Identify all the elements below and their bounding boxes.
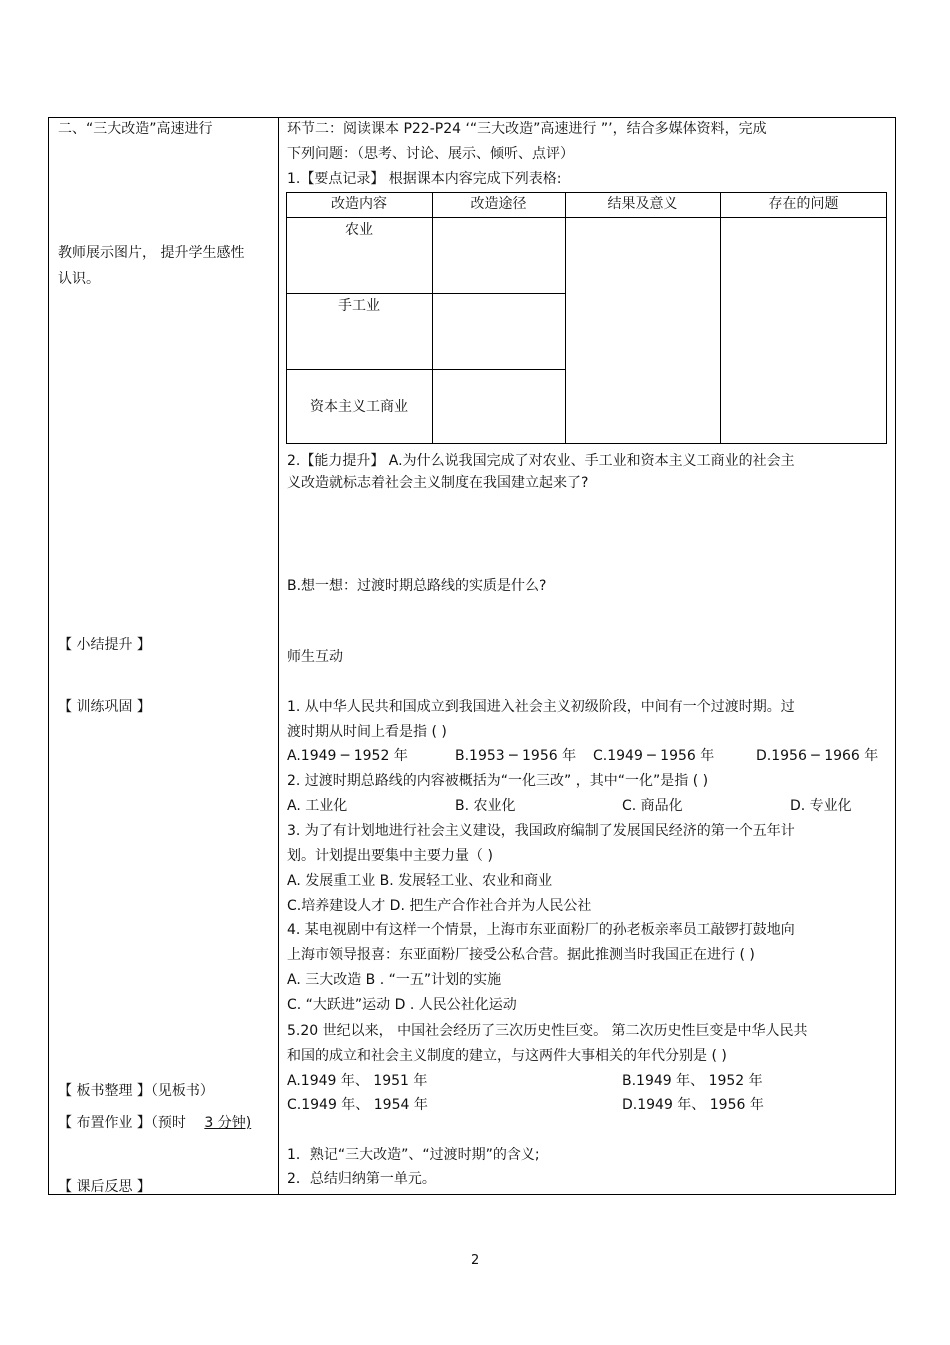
- table-header: 改造途径: [470, 196, 527, 212]
- table-row-label: 手工业: [338, 298, 380, 314]
- question-3: 3. 为了有计划地进行社会主义建设，我国政府编制了发展国民经济的第一个五年计: [287, 823, 795, 839]
- task2b-question: B.想一想：过渡时期总路线的实质是什么?: [287, 578, 547, 594]
- table-row-label: 资本主义工商业: [310, 399, 408, 415]
- task1-heading: 1.【要点记录】 根据课本内容完成下列表格:: [287, 171, 562, 187]
- q2-option-d: D. 专业化: [790, 798, 852, 814]
- q4-options-ab: A. 三大改造 B . “一五”计划的实施: [287, 972, 502, 988]
- q1-option-d: D.1956 ─ 1966 年: [756, 748, 879, 764]
- teacher-note-cont: 认识。: [58, 271, 100, 287]
- homework-item: 1．熟记“三大改造”、“过渡时期”的含义;: [287, 1147, 540, 1163]
- column-divider: [278, 117, 279, 1195]
- practice-label: 【 训练巩固 】: [58, 699, 151, 715]
- question-4-cont: 上海市领导报喜：东亚面粉厂接受公私合营。据此推测当时我国正在进行 ( ): [287, 947, 755, 963]
- q1-option-b: B.1953 ─ 1956 年: [455, 748, 577, 764]
- question-1-cont: 渡时期从时间上看是指 ( ): [287, 724, 447, 740]
- summary-label: 【 小结提升 】: [58, 637, 151, 653]
- q3-options-cd: C.培养建设人才 D. 把生产合作社合并为人民公社: [287, 898, 592, 914]
- homework-item: 2．总结归纳第一单元。: [287, 1171, 436, 1187]
- summary-text: 师生互动: [287, 649, 343, 665]
- q5-option-b: B.1949 年、 1952 年: [622, 1073, 763, 1089]
- table-header: 存在的问题: [768, 196, 839, 212]
- table-row-label: 农业: [345, 222, 373, 238]
- q5-option-c: C.1949 年、 1954 年: [287, 1097, 428, 1113]
- homework-time: 3 分钟): [204, 1115, 252, 1131]
- task2-question-cont: 义改造就标志着社会主义制度在我国建立起来了?: [287, 475, 589, 491]
- section-intro-cont: 下列问题：（思考、讨论、展示、倾听、点评）: [287, 146, 574, 162]
- q2-option-a: A. 工业化: [287, 798, 348, 814]
- q3-options-ab: A. 发展重工业 B. 发展轻工业、农业和商业: [287, 873, 553, 889]
- q5-option-a: A.1949 年、 1951 年: [287, 1073, 428, 1089]
- table-header: 结果及意义: [607, 196, 678, 212]
- reform-table: [286, 192, 887, 444]
- question-2: 2. 过渡时期总路线的内容被概括为“一化三改” ，其中“一化”是指 ( ): [287, 773, 709, 789]
- q2-option-b: B. 农业化: [455, 798, 516, 814]
- question-3-cont: 划。计划提出要集中主要力量（ ): [287, 848, 493, 864]
- table-header: 改造内容: [331, 196, 387, 212]
- question-1: 1. 从中华人民共和国成立到我国进入社会主义初级阶段，中间有一个过渡时期。过: [287, 699, 795, 715]
- homework-label-text: 【 布置作业 】（预时: [58, 1115, 186, 1131]
- task2-question: 2.【能力提升】 A.为什么说我国完成了对农业、手工业和资本主义工商业的社会主: [287, 453, 795, 469]
- q2-option-c: C. 商品化: [622, 798, 683, 814]
- q1-option-a: A.1949 ─ 1952 年: [287, 748, 408, 764]
- q4-options-cd: C. “大跃进”运动 D . 人民公社化运动: [287, 997, 517, 1013]
- question-4: 4. 某电视剧中有这样一个情景，上海市东亚面粉厂的孙老板亲率员工敲锣打鼓地向: [287, 922, 795, 938]
- page-number: 2: [471, 1253, 480, 1268]
- teacher-note: 教师展示图片， 提升学生感性: [58, 245, 245, 261]
- board-label: 【 板书整理 】（见板书）: [58, 1083, 214, 1099]
- section-intro: 环节二：阅读课本 P22-P24 ‘“三大改造”高速进行 ”’，结合多媒体资料，完成: [287, 121, 767, 137]
- question-5-cont: 和国的成立和社会主义制度的建立，与这两件大事相关的年代分别是 ( ): [287, 1048, 727, 1064]
- q5-option-d: D.1949 年、 1956 年: [622, 1097, 764, 1113]
- reflection-label: 【 课后反思 】: [58, 1179, 151, 1195]
- homework-label: [58, 1114, 251, 1132]
- question-5: 5.20 世纪以来， 中国社会经历了三次历史性巨变。 第二次历史性巨变是中华人民共: [287, 1023, 808, 1039]
- section-heading: 二、“三大改造”高速进行: [58, 121, 213, 137]
- q1-option-c: C.1949 ─ 1956 年: [593, 748, 715, 764]
